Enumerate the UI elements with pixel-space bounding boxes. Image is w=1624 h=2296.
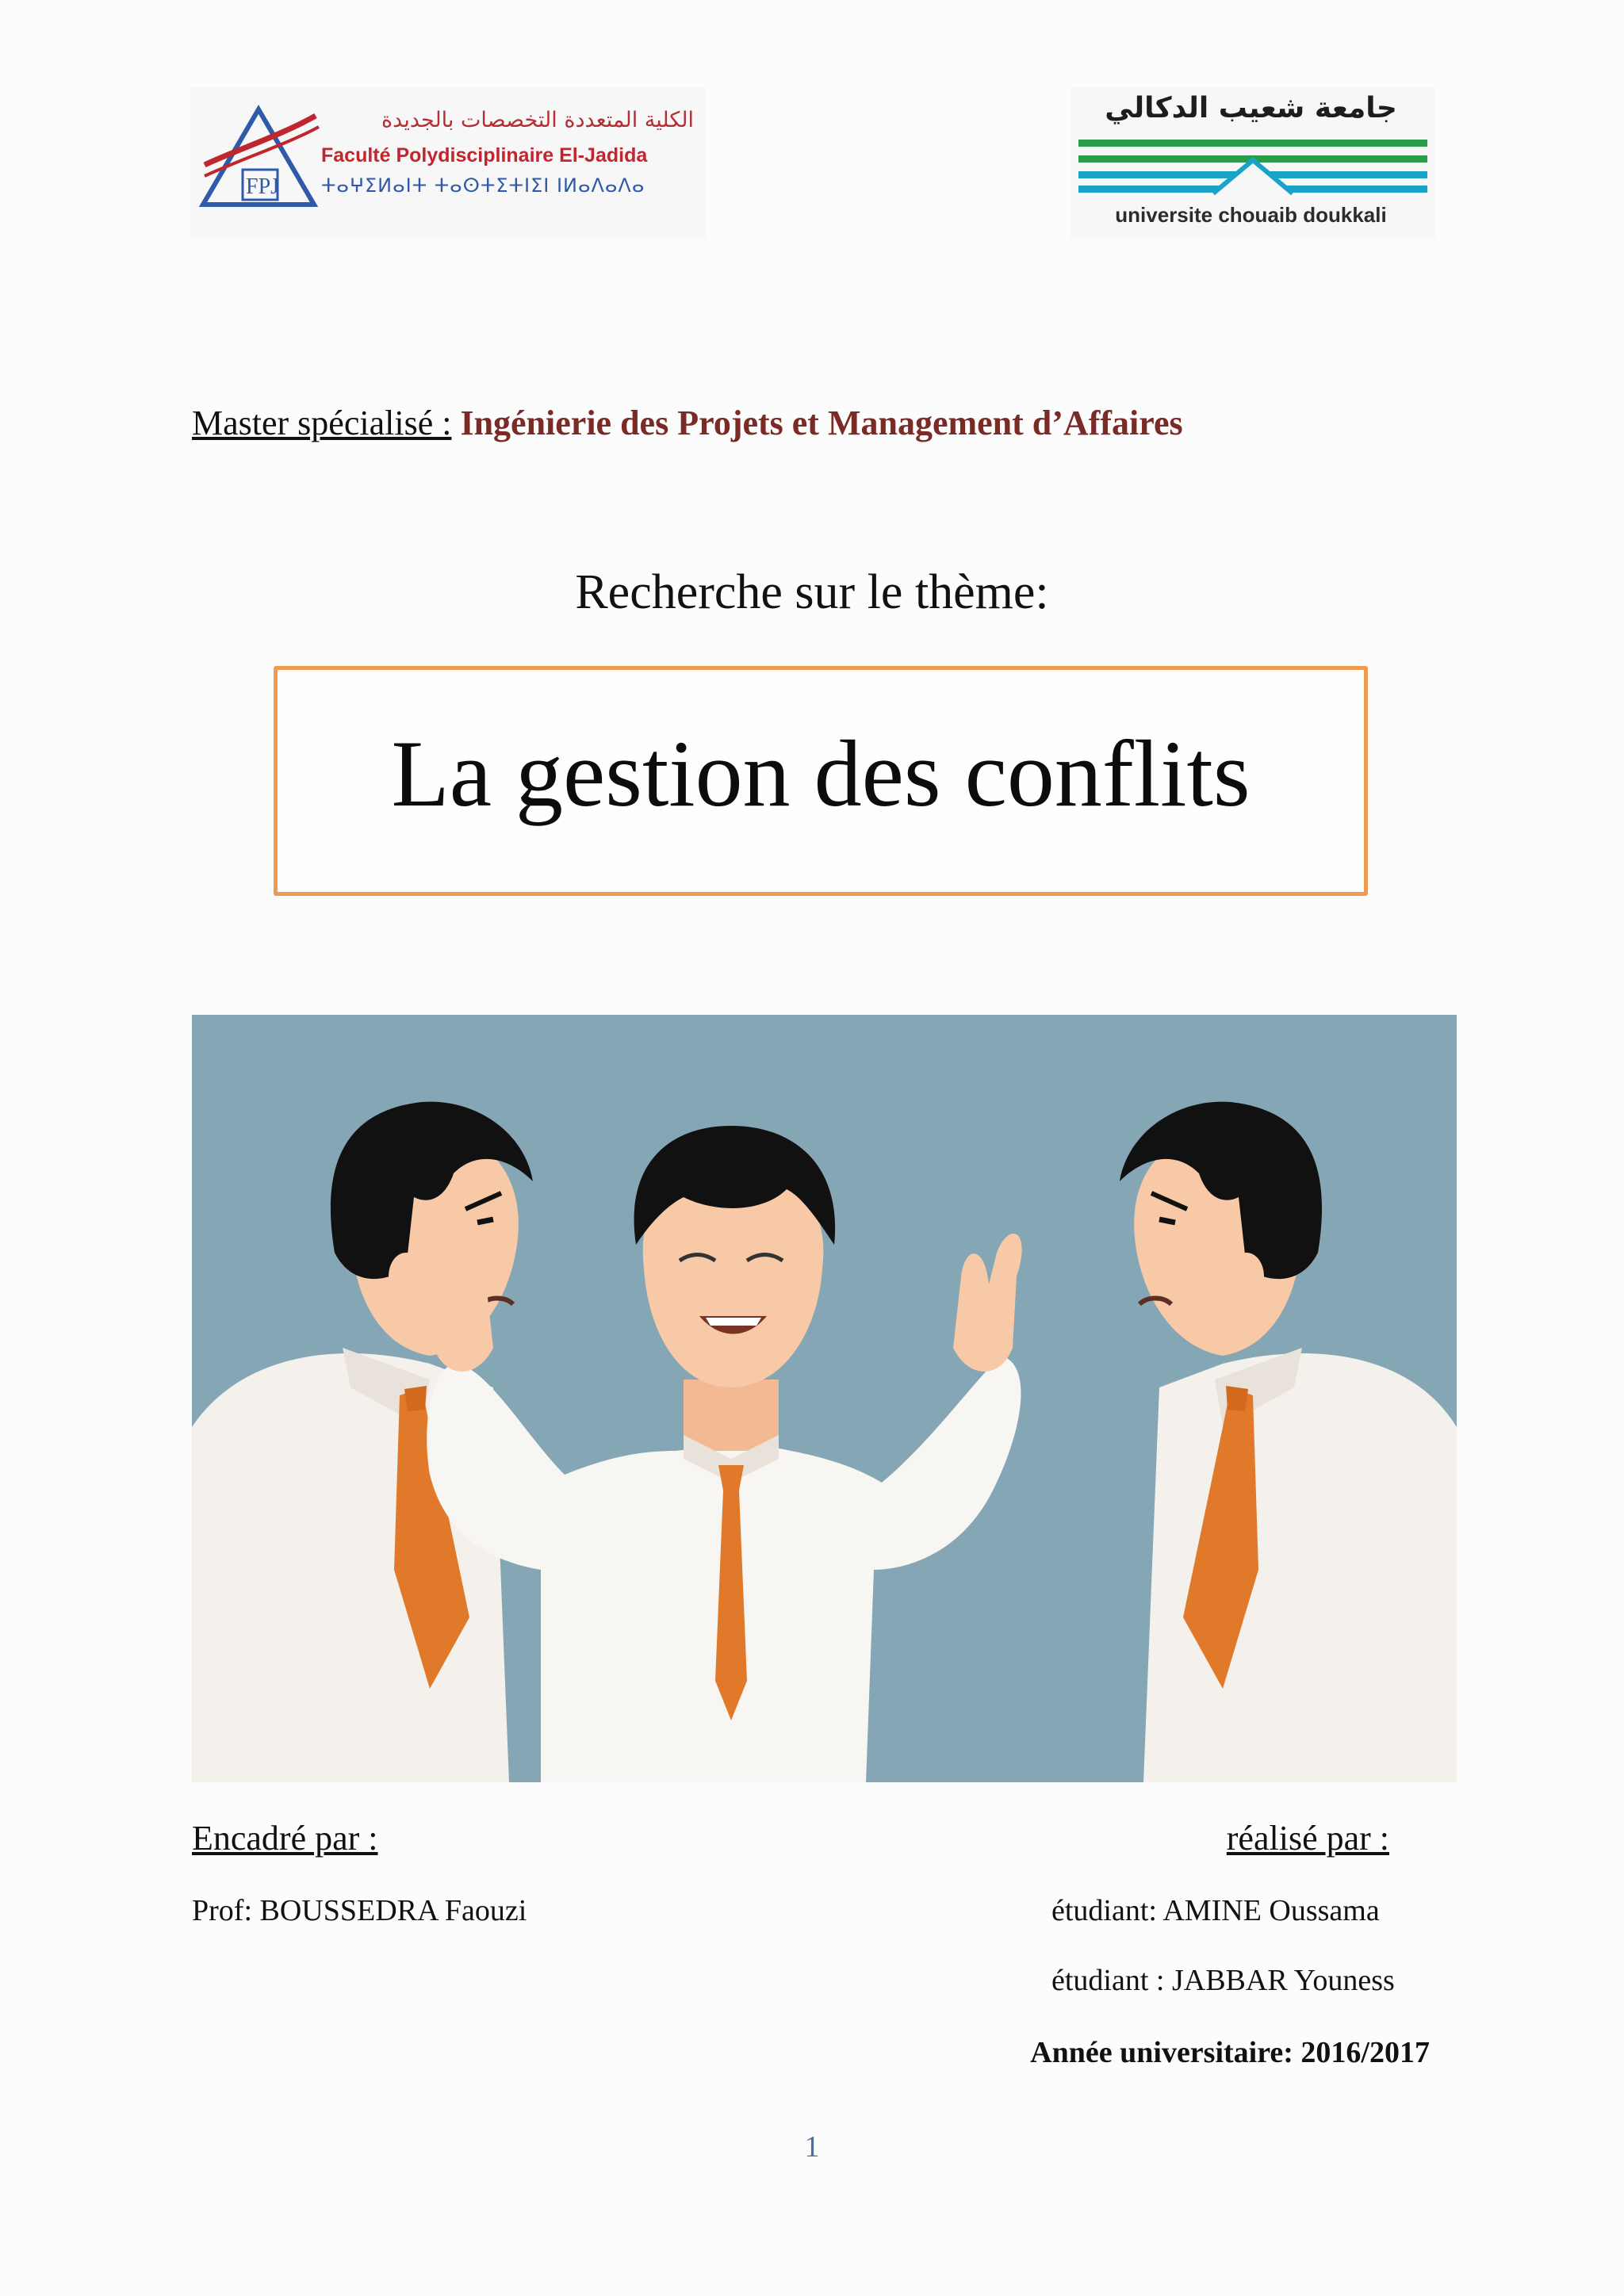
document-title: La gestion des conflits (391, 721, 1251, 826)
faculty-name-tifinagh: ⵜⴰⵖⵉⵍⴰⵏⵜ ⵜⴰⵙⵜⵉⵜⵏⵉⵏ ⵏⵍⴰⴷⴰⴷⴰ (321, 174, 645, 197)
master-line (192, 403, 1183, 443)
supervised-by-label: Encadré par : (192, 1819, 378, 1858)
supervisor-name: Prof: BOUSSEDRA Faouzi (192, 1894, 527, 1927)
master-label: Master spécialisé : (192, 404, 452, 442)
faculty-name-french: Faculté Polydisciplinaire El-Jadida (321, 144, 648, 166)
conflict-illustration (192, 1015, 1457, 1782)
made-by-label: réalisé par : (1226, 1819, 1389, 1858)
right-man (1120, 1102, 1457, 1782)
conflict-scene-image (192, 1015, 1457, 1782)
faculty-logo (190, 87, 706, 238)
student-name: étudiant : JABBAR Youness (1051, 1964, 1395, 1997)
faculty-name-arabic: الكلية المتعددة التخصصات بالجديدة (381, 108, 694, 132)
page-number: 1 (804, 2130, 820, 2164)
university-logo (1071, 87, 1435, 238)
student-name: étudiant: AMINE Oussama (1051, 1894, 1380, 1927)
svg-text:FPJ: FPJ (246, 174, 280, 199)
university-name-latin: universite chouaib doukkali (1115, 203, 1387, 227)
master-program: Ingénierie des Projets et Management d’Affaires (460, 404, 1183, 442)
university-name-arabic: جامعة شعيب الدكالي (1105, 92, 1397, 124)
academic-year: Année universitaire: 2016/2017 (1030, 2036, 1430, 2069)
title-box (274, 666, 1368, 896)
university-emblem-icon (1078, 138, 1427, 198)
fpj-emblem-icon (195, 103, 322, 214)
theme-intro: Recherche sur le thème: (575, 565, 1049, 619)
